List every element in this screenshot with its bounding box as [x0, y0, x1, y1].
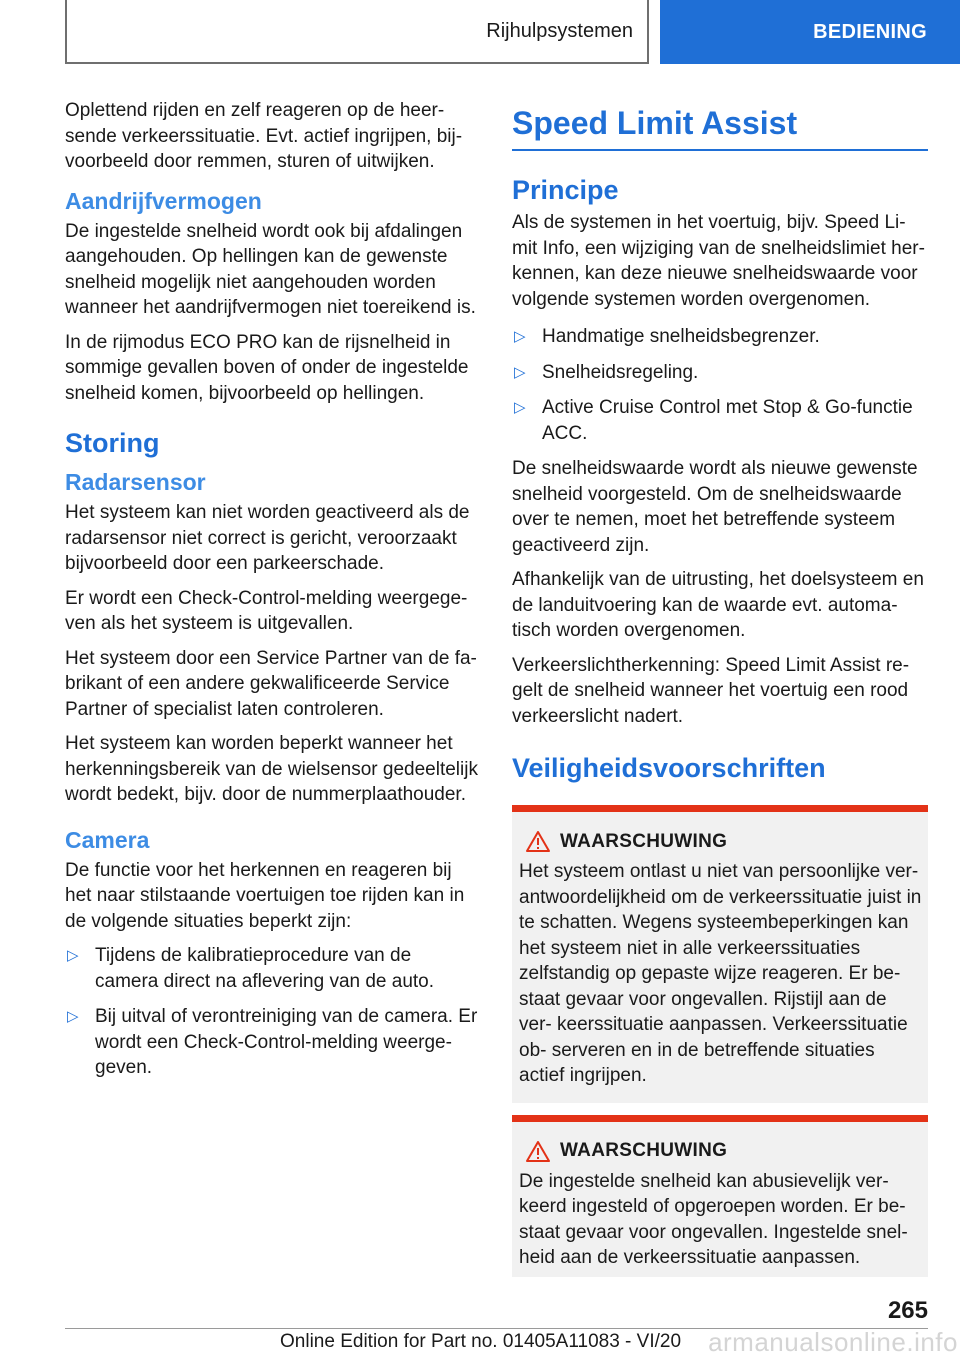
- warning-title: WAARSCHUWING: [560, 830, 728, 852]
- footer-edition: Online Edition for Part no. 01405A11083 - VI/20: [280, 1331, 682, 1352]
- warning-triangle-icon: [519, 1140, 559, 1163]
- principle-paragraph-1: Als de systemen in het voertuig, bijv. Speed Li- mit Info, een wijziging van de snelheidslimiet her- kennen, kan deze nieuwe snelheidswaarde voor volgende systemen worden overgenomen.: [512, 212, 925, 310]
- watermark: armanualsonline.info: [708, 1327, 958, 1357]
- warning-text: De ingestelde snelheid kan abusievelijk ver- keerd ingesteld of opgeroepen worden. Er be- staat gevaar voor ongevallen. Ingestelde snel- heid aan de verkeerssituatie aanpassen.: [519, 1170, 908, 1268]
- camera-list: [65, 943, 478, 1081]
- warning-triangle-icon: [519, 830, 559, 853]
- radar-paragraph-3: Het systeem door een Service Partner van de fa- brikant of een andere gekwalificeerde Service Partner of specialist laten controleren.: [65, 647, 477, 720]
- list-item: [65, 943, 478, 994]
- principle-paragraph-2: De snelheidswaarde wordt als nieuwe gewenste snelheid voorgesteld. Om de snelheidswaarde over te nemen, moet het betreffende systeem geactiveerd zijn.: [512, 458, 918, 556]
- list-item: [512, 360, 928, 386]
- principle-list: [512, 324, 928, 446]
- list-item: [512, 395, 928, 446]
- radar-heading: Radarsensor: [65, 469, 206, 495]
- triangle-right-icon: ▷: [514, 328, 526, 345]
- warning-title: WAARSCHUWING: [560, 1140, 728, 1161]
- list-item-text: Active Cruise Control met Stop & Go-functie ACC.: [542, 397, 913, 444]
- warning-bar: [512, 1115, 928, 1122]
- right-column: [512, 100, 928, 1289]
- triangle-right-icon: ▷: [67, 947, 79, 964]
- left-column: [65, 98, 478, 1091]
- list-item-text: Handmatige snelheidsbegrenzer.: [542, 326, 820, 347]
- header-section-label: BEDIENING: [813, 20, 927, 43]
- drive-heading: Aandrijfvermogen: [65, 187, 262, 214]
- radar-paragraph-2: Er wordt een Check-Control-melding weergege- ven als het systeem is uitgevallen.: [65, 587, 468, 634]
- warning-box: [512, 1115, 928, 1277]
- list-item-text: Tijdens de kalibratieprocedure van de camera direct na aflevering van de auto.: [95, 945, 435, 992]
- principle-heading: Principe: [512, 175, 619, 205]
- radar-paragraph-1: Het systeem kan niet worden geactiveerd als de radarsensor niet correct is gericht, veroorzaakt bijvoorbeeld door een parkeerschade.: [65, 502, 470, 574]
- principle-paragraph-4: Verkeerslichtherkenning: Speed Limit Assist re- gelt de snelheid wanneer het voertuig een rood verkeerslicht nadert.: [512, 654, 910, 727]
- drive-paragraph-1: De ingestelde snelheid wordt ook bij afdalingen aangehouden. Op hellingen kan de gewenste snelheid mogelijk niet aangehouden worden wanneer het aandrijfvermogen niet toereikend is.: [65, 220, 476, 318]
- warning-text: Het systeem ontlast u niet van persoonlijke ver- antwoordelijkheid om de verkeerssituatie juist in te schatten. Wegens systeembeperkingen kan het systeem niet in alle verkeerssituaties zelfstandig op gepaste wijze reageren. Er be- staat gevaar voor ongevallen. Rijstijl aan de ver- keerssituatie aanpassen. Verkeerssituatie ob- serveren en in de betreffende situaties actief ingrijpen.: [519, 861, 922, 1086]
- list-item: [512, 324, 928, 350]
- header-chapter: [65, 0, 649, 64]
- triangle-right-icon: ▷: [514, 363, 526, 381]
- warning-box: [512, 805, 928, 1103]
- triangle-right-icon: ▷: [67, 1008, 79, 1025]
- list-item-text: Snelheidsregeling.: [542, 361, 699, 383]
- intro-paragraph: Oplettend rijden en zelf reageren op de heer- sende verkeerssituatie. Evt. actief ingrijpen, bij- voorbeeld door remmen, sturen of uitwijken.: [65, 100, 463, 172]
- page-number: 265: [887, 1297, 928, 1324]
- principle-paragraph-3: Afhankelijk van de uitrusting, het doelsysteem en de landuitvoering kan de waarde evt. automa- tisch worden overgenomen.: [512, 569, 924, 641]
- fault-heading: Storing: [65, 428, 160, 458]
- warning-bar: [512, 805, 928, 812]
- camera-paragraph: De functie voor het herkennen en reageren bij het naar stilstaande voertuigen toe rijden kan in de volgende situaties beperkt zijn:: [65, 859, 465, 932]
- header-chapter-label: Rijhulpsystemen: [486, 19, 633, 42]
- section-title: Speed Limit Assist: [512, 100, 928, 151]
- header-section: [660, 0, 960, 64]
- triangle-right-icon: ▷: [514, 399, 526, 416]
- list-item-text: Bij uitval of verontreiniging van de camera. Er wordt een Check-Control-melding weerge- geven.: [95, 1006, 478, 1078]
- drive-paragraph-2: In de rijmodus ECO PRO kan de rijsnelheid in sommige gevallen boven of onder de ingestelde snelheid komen, bijvoorbeeld op hellingen.: [65, 331, 469, 404]
- camera-heading: Camera: [65, 826, 150, 853]
- radar-paragraph-4: Het systeem kan worden beperkt wanneer het herkenningsbereik van de wielsensor gedeeltelijk wordt bedekt, bijv. door de nummerplaathouder.: [65, 733, 478, 805]
- list-item: [65, 1004, 478, 1081]
- safety-heading: Veiligheidsvoorschriften: [512, 753, 826, 783]
